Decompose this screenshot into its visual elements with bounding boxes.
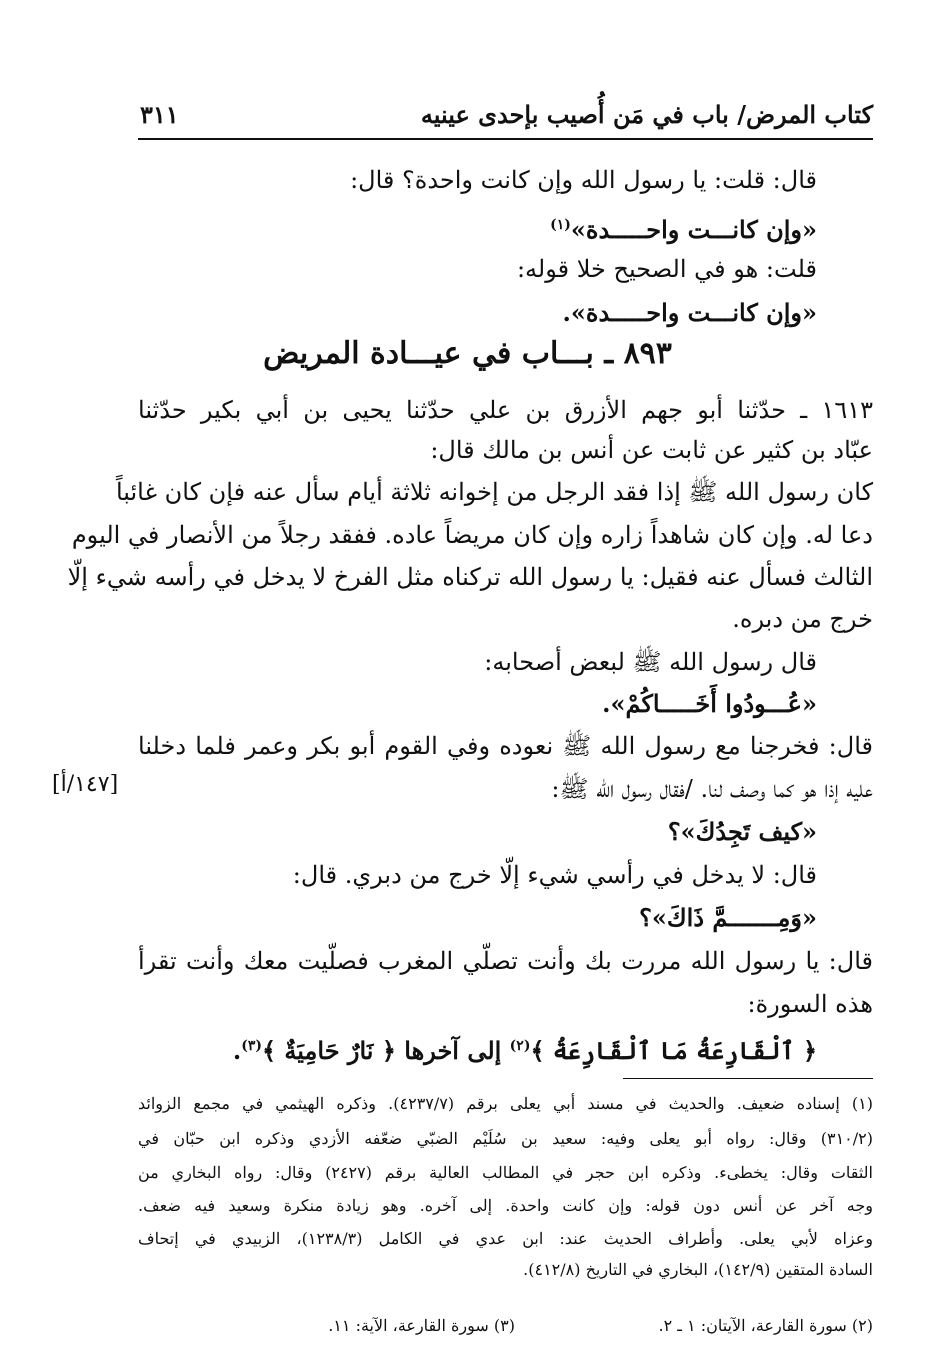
verse-end: .	[232, 1036, 242, 1065]
body-line: قال: يا رسول الله مررت بك وأنت تصلّي المغرب فصلّيت معك وأنت تقرأ	[138, 947, 873, 975]
footnote-ref-3: (٣)	[241, 1038, 263, 1054]
footnote-ref-2: (٢)	[509, 1038, 531, 1054]
quran-verse: ﴿ نَارٌ حَامِيَةٌ ﴾	[262, 1036, 396, 1065]
footnote-line: (٣١٠/٢) وقال: رواه أبو يعلى وفيه: سعيد بن سُلَيْم الضبّي ضعّفه الأزدي وذكره ابن حبّان في	[138, 1129, 873, 1148]
quran-verse-line	[233, 1030, 817, 1067]
body-line: قال: فخرجنا مع رسول الله ﷺ نعوده وفي القوم أبو بكر وعمر فلما دخلنا	[138, 732, 873, 760]
quote-text: «وإن كانـــت واحـــــدة»	[570, 215, 817, 244]
quote-line: «وإن كانـــت واحـــــدة».	[562, 298, 817, 327]
body-line: هذه السورة:	[747, 990, 873, 1018]
footnote-line: (١) إسناده ضعيف. والحديث في مسند أبي يعلى برقم (٤٢٣٧/٧). وذكره الهيثمي في مجمع الزوائد	[138, 1094, 873, 1113]
footnote-line: الثقات وقال: يخطىء. وذكره ابن حجر في المطالب العالية برقم (٢٤٢٧) وقال: رواه البخاري من	[138, 1163, 874, 1182]
body-line: قال: لا يدخل في رأسي شيء إلّا خرج من دبري. قال:	[292, 861, 817, 889]
hadith-line: الثالث فسأل عنه فقيل: يا رسول الله تركناه مثل الفرخ لا يدخل في رأسه شيء إلّا	[67, 563, 873, 591]
quote-line	[550, 209, 817, 246]
body-line: قال: قلت: يا رسول الله وإن كانت واحدة؟ قال:	[350, 166, 817, 194]
quran-verse: ﴿ ٱلْقَارِعَةُ مَا ٱلْقَارِعَةُ ﴾	[530, 1036, 817, 1065]
body-line: قال رسول الله ﷺ لبعض أصحابه:	[484, 648, 817, 676]
quote-line: «عُـــودُوا أَخَـــــاكُمْ».	[602, 689, 817, 718]
footnote-line: وجه آخر عن أنس دون قوله: وإن كانت واحدة. إلى آخره. وهو زيادة منكرة وسعيد فيه ضعف.	[138, 1196, 873, 1215]
margin-reference: [١٤٧/أ]	[52, 772, 119, 797]
hadith-line: ١٦١٣ ـ حدّثنا أبو جهم الأزرق بن علي حدّثنا يحيى بن أبي بكير حدّثنا	[138, 396, 873, 424]
body-line: قلت: هو في الصحيح خلا قوله:	[516, 255, 817, 283]
body-line: عليه إذا هو كما وصف لنا. /فقال رسول الله ﷺ:	[551, 775, 873, 803]
footnote-2: (٢) سورة القارعة، الآيتان: ١ ـ ٢.	[658, 1316, 873, 1335]
chapter-heading: ٨٩٣ ـ بـــاب في عيـــادة المريض	[263, 336, 672, 371]
footnote-3: (٣) سورة القارعة، الآية: ١١.	[328, 1316, 515, 1335]
header-rule	[138, 138, 873, 140]
quote-line: «كيف تَجِدُكَ»؟	[667, 817, 817, 846]
verse-connector: إلى آخرها	[395, 1036, 510, 1065]
footnote-line: وعزاه لأبي يعلى. وأطراف الحديث عند: ابن عدي في الكامل (١٢٣٨/٣)، الزبيدي في إتحاف	[138, 1229, 873, 1248]
footnote-line: السادة المتقين (١٤٢/٩)، البخاري في التاريخ (٤١٢/٨).	[523, 1260, 873, 1279]
footnote-ref-1: (١)	[550, 217, 571, 233]
footnote-rule	[623, 1078, 873, 1079]
hadith-line: كان رسول الله ﷺ إذا فقد الرجل من إخوانه ثلاثة أيام سأل عنه فإن كان غائباً	[115, 478, 873, 506]
hadith-line: دعا له. وإن كان شاهداً زاره وإن كان مريضاً عاده. ففقد رجلاً من الأنصار في اليوم	[71, 521, 873, 549]
running-header-title: كتاب المرض/ باب في مَن أُصيب بإحدى عينيه	[420, 100, 873, 129]
hadith-line: عبّاد بن كثير عن ثابت عن أنس بن مالك قال:	[430, 436, 873, 464]
quote-line: «وَمِـــــــمَّ ذَاكَ»؟	[639, 903, 817, 932]
page-number: ٣١١	[140, 100, 179, 129]
hadith-line: خرج من دبره.	[732, 605, 873, 633]
